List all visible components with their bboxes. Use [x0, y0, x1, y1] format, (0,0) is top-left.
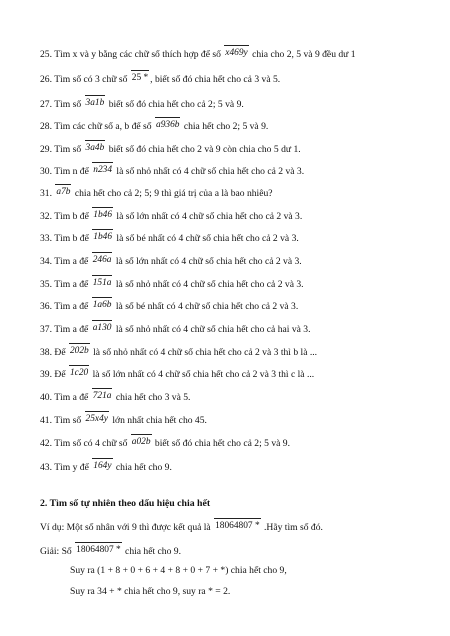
example-text: Ví dụ: Một số nhân với 9 thì được kết quả là [40, 522, 214, 533]
exercise-text: là số bé nhất có 4 chữ số chia hết cho cả 2 và 3. [113, 301, 299, 312]
exercise-39 [40, 367, 444, 381]
overlined-number: a130 [92, 323, 112, 333]
exercise-43 [40, 460, 444, 474]
exercise-28 [40, 119, 444, 133]
overlined-number: 164y [93, 461, 112, 471]
exercise-text: 34. Tìm a để [40, 256, 91, 267]
overlined-number: 25x4y [85, 414, 108, 424]
exercise-29 [40, 142, 444, 156]
exercise-text: 38. Để [40, 347, 68, 358]
overlined-number: 202b [69, 346, 89, 356]
exercise-text: là số nhỏ nhất có 4 chữ số chia hết cho cả hai và 3. [113, 324, 311, 335]
overlined-number: 1b46 [93, 232, 113, 242]
exercise-text: lớn nhất chia hết cho 45. [109, 415, 207, 426]
exercise-text: là số nhỏ nhất có 4 chữ số chia hết cho cả 2 và 3. [114, 166, 305, 177]
exercise-text: là số nhỏ nhất có 4 chữ số chia hết cho cả 2 và 3. [113, 279, 304, 290]
exercise-text: 32. Tìm b để [40, 211, 92, 222]
exercise-text: 39. Để [40, 369, 68, 380]
exercise-text: biết số đó chia hết cho cả 2; 5 và 9. [106, 99, 244, 110]
overlined-number: n234 [93, 165, 113, 175]
exercise-text: chia hết cho 3 và 5. [113, 392, 191, 403]
exercise-text: , biết số đó chia hết cho cả 3 và 5. [150, 74, 281, 85]
exercise-30 [40, 164, 444, 178]
exercise-26 [40, 72, 444, 86]
solution-step-1: Suy ra (1 + 8 + 0 + 6 + 4 + 8 + 0 + 7 + *) chia hết cho 9, [70, 565, 287, 576]
exercise-36 [40, 299, 444, 313]
exercise-text: 40. Tìm a để [40, 392, 91, 403]
exercise-35 [40, 277, 444, 291]
exercise-38 [40, 345, 444, 359]
exercise-text: 35. Tìm a để [40, 279, 91, 290]
exercise-text: 31. [40, 188, 55, 199]
overlined-number: 1a6b [92, 300, 112, 310]
overlined-number: 1b46 [93, 210, 113, 220]
exercise-text: 26. Tìm số có 3 chữ số [40, 74, 130, 85]
overlined-number: a936b [156, 120, 180, 130]
exercise-text: là số nhỏ nhất có 4 chữ số chia hết cho cả 2 và 3 thì b là ... [90, 347, 318, 358]
exercise-text: 33. Tìm b để [40, 233, 92, 244]
exercise-text: chia cho 2, 5 và 9 đều dư 1 [249, 49, 356, 60]
exercise-text: 43. Tìm y để [40, 462, 92, 473]
overlined-number: 1c20 [69, 368, 89, 378]
exercise-text: chia hết cho 9. [113, 462, 172, 473]
overlined-number: 18064807 * [215, 521, 260, 531]
exercise-32 [40, 209, 444, 223]
exercise-40 [40, 390, 444, 404]
exercise-text: 27. Tìm số [40, 99, 84, 110]
example-line [40, 520, 444, 534]
overlined-number: x469y [225, 48, 248, 58]
overlined-number: a02b [131, 437, 151, 447]
overlined-number: 3a4b [85, 143, 105, 153]
exercise-41 [40, 413, 444, 427]
exercise-text: 36. Tìm a để [40, 301, 91, 312]
exercise-text: biết số đó chia hết cho cả 2; 5 và 9. [152, 438, 290, 449]
solution-step-2: Suy ra 34 + * chia hết cho 9, suy ra * = 2. [70, 586, 231, 597]
exercise-text: 42. Tìm số có 4 chữ số [40, 438, 130, 449]
overlined-number: 151a [92, 278, 112, 288]
exercise-text: 28. Tìm các chữ số a, b để số [40, 121, 154, 132]
exercise-31 [40, 186, 444, 200]
overlined-number: 721a [92, 391, 112, 401]
exercise-text: 30. Tìm n để [40, 166, 92, 177]
exercise-37 [40, 322, 444, 336]
section-heading: 2. Tìm số tự nhiên theo dấu hiệu chia hết [40, 498, 211, 509]
exercise-42 [40, 436, 444, 450]
exercise-33 [40, 231, 444, 245]
overlined-number: 246a [92, 255, 112, 265]
exercise-text: biết số đó chia hết cho 2 và 9 còn chia cho 5 dư 1. [106, 144, 301, 155]
exercise-25 [40, 47, 444, 61]
exercise-text: là số lớn nhất có 4 chữ số chia hết cho cả 2 và 3 thì c là ... [90, 369, 315, 380]
solution-text: chia hết cho 9. [122, 546, 181, 557]
exercise-27 [40, 97, 444, 111]
exercise-34 [40, 254, 444, 268]
solution-text: Giải: Số [40, 546, 75, 557]
example-text: .Hãy tìm số đó. [261, 522, 323, 533]
exercise-text: chia hết cho cả 2; 5; 9 thì giá trị của a là bao nhiêu? [72, 188, 273, 199]
exercise-text: là số lớn nhất có 4 chữ số chia hết cho cả 2 và 3. [113, 256, 302, 267]
solution-line [40, 544, 444, 558]
overlined-number: a7b [56, 187, 71, 197]
exercise-text: là số lớn nhất có 4 chữ số chia hết cho cả 2 và 3. [114, 211, 303, 222]
overlined-number: 25 * [131, 73, 149, 83]
overlined-number: 18064807 * [76, 545, 121, 555]
exercise-text: là số bé nhất có 4 chữ số chia hết cho cả 2 và 3. [114, 233, 299, 244]
exercise-text: 29. Tìm số [40, 144, 84, 155]
overlined-number: 3a1b [85, 98, 105, 108]
exercise-text: 41. Tìm số [40, 415, 84, 426]
exercise-text: 37. Tìm a để [40, 324, 91, 335]
exercise-text: 25. Tìm x và y bằng các chữ số thích hợp để số [40, 49, 224, 60]
exercise-text: chia hết cho 2; 5 và 9. [181, 121, 269, 132]
